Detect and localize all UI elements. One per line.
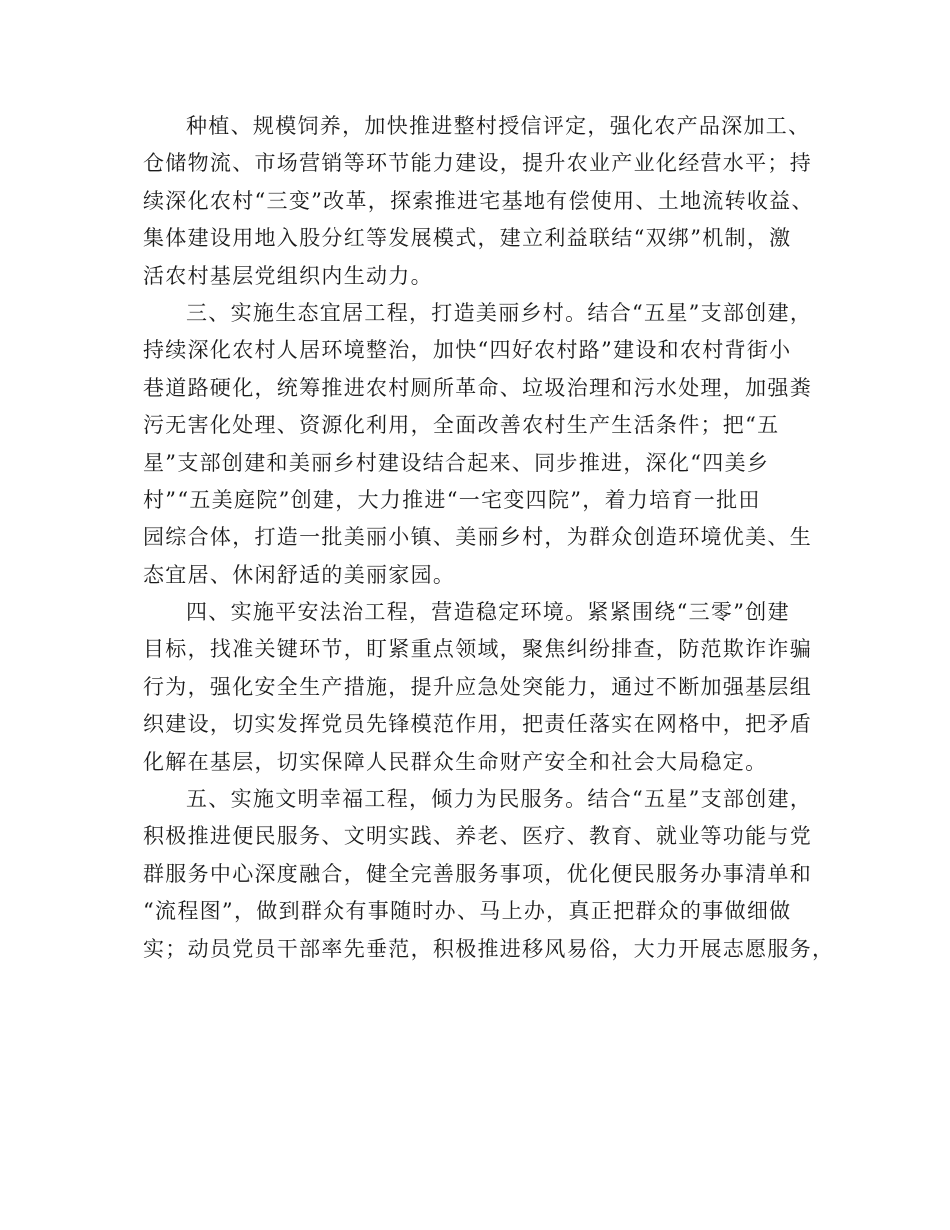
paragraph-line: “流程图”，做到群众有事随时办、马上办，真正把群众的事做细做 (143, 899, 792, 924)
paragraph-first-line: 五、实施文明幸福工程，倾力为民服务。结合“五星”支部创建， (186, 787, 813, 812)
paragraph-line: 巷道路硬化，统筹推进农村厕所革命、垃圾治理和污水处理，加强粪 (143, 375, 812, 400)
paragraph-line: 星”支部创建和美丽乡村建设结合起来、同步推进，深化“四美乡 (143, 450, 770, 475)
paragraph-line: 污无害化处理、资源化利用，全面改善农村生产生活条件；把“五 (143, 413, 780, 438)
paragraph-line: 积极推进便民服务、文明实践、养老、医疗、教育、就业等功能与党 (143, 824, 812, 849)
paragraph-line: 行为，强化安全生产措施，提升应急处突能力，通过不断加强基层组 (143, 674, 812, 699)
paragraph-line: 续深化农村“三变”改革，探索推进宅基地有偿使用、土地流转收益、 (143, 188, 814, 213)
paragraph-first-line: 种植、规模饲养，加快推进整村授信评定，强化农产品深加工、 (186, 114, 811, 138)
paragraph-line: 村”“五美庭院”创建，大力推进“一宅变四院”，着力培育一批田 (143, 487, 761, 512)
paragraph-line: 化解在基层，切实保障人民群众生命财产安全和社会大局稳定。 (143, 749, 768, 774)
paragraph-line: 仓储物流、市场营销等环节能力建设，提升农业产业化经营水平；持 (143, 151, 812, 176)
paragraph-first-line: 三、实施生态宜居工程，打造美丽乡村。结合“五星”支部创建， (186, 300, 813, 325)
paragraph-line: 实；动员党员干部率先垂范，积极推进移风易俗，大力开展志愿服务， (143, 936, 835, 961)
paragraph-line: 持续深化农村人居环境整治，加快“四好农村路”建设和农村背街小 (143, 338, 792, 363)
paragraph-line: 集体建设用地入股分红等发展模式，建立利益联结“双绑”机制，激 (143, 226, 792, 251)
paragraph-line: 态宜居、休闲舒适的美丽家园。 (143, 562, 456, 587)
paragraph-line: 活农村基层党组织内生动力。 (143, 263, 433, 288)
paragraph-line: 织建设，切实发挥党员先锋模范作用，把责任落实在网格中，把矛盾 (143, 712, 812, 737)
paragraph-line: 园综合体，打造一批美丽小镇、美丽乡村，为群众创造环境优美、生 (143, 525, 812, 550)
document-body (143, 108, 835, 968)
paragraph-line: 目标，找准关键环节，盯紧重点领域，聚焦纠纷排查，防范欺诈诈骗 (143, 637, 812, 662)
paragraph-line: 群服务中心深度融合，健全完善服务事项，优化便民服务办事清单和 (143, 861, 812, 886)
paragraph-first-line: 四、实施平安法治工程，营造稳定环境。紧紧围绕“三零”创建 (186, 600, 790, 625)
